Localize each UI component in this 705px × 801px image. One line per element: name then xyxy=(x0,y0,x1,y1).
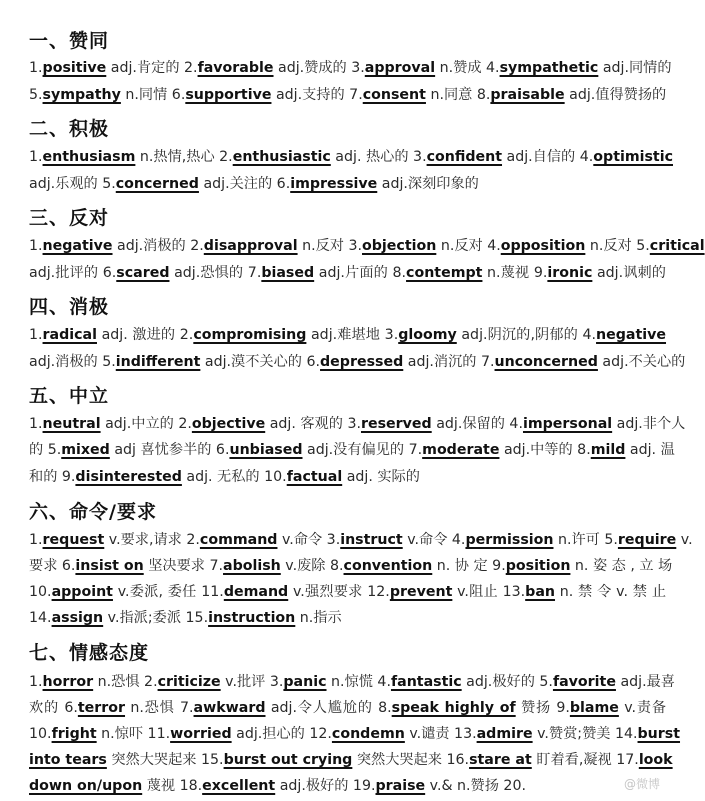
vocab-line xyxy=(29,236,705,256)
vocab-word: worried xyxy=(170,726,232,742)
definition-text: v.要求,请求 2. xyxy=(104,532,200,548)
definition-text: v.强烈要求 12. xyxy=(288,584,390,600)
vocab-line xyxy=(29,776,666,796)
definition-text: n.反对 4. xyxy=(436,238,501,254)
vocab-line xyxy=(29,58,672,78)
definition-text: 1. xyxy=(29,60,43,76)
definition-text: 1. xyxy=(29,532,43,548)
definition-text: n.同情 6. xyxy=(120,87,186,103)
vocab-word: excellent xyxy=(202,778,276,794)
vocab-word: sympathetic xyxy=(499,60,599,76)
definition-text: 的 5. xyxy=(29,442,62,458)
definition-text: 5. xyxy=(29,87,43,103)
definition-text: adj. 热心的 3. xyxy=(330,149,427,165)
vocab-word: insist on xyxy=(75,558,144,574)
definition-text: n.恐惧 2. xyxy=(93,674,158,690)
definition-text: v.命令 3. xyxy=(277,532,341,548)
definition-text: n. 协 定 9. xyxy=(432,558,506,574)
definition-text: adj.最喜 xyxy=(615,674,675,690)
vocab-line xyxy=(29,672,675,692)
section-heading: 四、消极 xyxy=(29,296,110,318)
vocab-word: favorable xyxy=(197,60,274,76)
vocab-word: impressive xyxy=(290,176,378,192)
vocab-word: burst xyxy=(637,726,681,742)
definition-text: adj.消极的 2. xyxy=(112,238,204,254)
vocab-word: praisable xyxy=(490,87,565,103)
definition-text: 要求 6. xyxy=(29,558,76,574)
vocab-word: contempt xyxy=(406,265,483,281)
definition-text: adj.消沉的 7. xyxy=(403,354,495,370)
section-heading: 一、赞同 xyxy=(29,30,110,52)
vocab-word: fantastic xyxy=(390,674,462,690)
vocab-word: factual xyxy=(286,469,343,485)
vocab-word: appoint xyxy=(51,584,113,600)
vocab-word: disinterested xyxy=(75,469,182,485)
definition-text: adj.肯定的 2. xyxy=(106,60,198,76)
definition-text: n.反对 3. xyxy=(297,238,363,254)
definition-text: 和的 9. xyxy=(29,469,76,485)
vocab-word: into tears xyxy=(29,752,107,768)
vocab-line xyxy=(29,582,666,602)
vocab-word: neutral xyxy=(42,416,101,432)
definition-text: v.赞赏;赞美 14. xyxy=(532,726,638,742)
vocab-line xyxy=(29,440,675,460)
vocab-word: terror xyxy=(77,700,126,716)
vocab-word: indifferent xyxy=(115,354,201,370)
definition-text: 坚决要求 7. xyxy=(143,558,224,574)
definition-text: 1. xyxy=(29,149,43,165)
definition-text: 突然大哭起来 15. xyxy=(106,752,224,768)
section-heading: 七、情感态度 xyxy=(29,642,150,664)
vocab-word: request xyxy=(42,532,105,548)
definition-text: adj.深刻印象的 xyxy=(377,176,479,192)
definition-text: v.指派;委派 15. xyxy=(103,610,209,626)
vocab-line xyxy=(29,608,666,628)
definition-text: adj. 实际的 xyxy=(342,469,420,485)
vocab-word: mild xyxy=(590,442,626,458)
vocab-word: enthusiasm xyxy=(42,149,136,165)
definition-text: n.指示 xyxy=(295,610,342,626)
vocab-line xyxy=(29,467,666,487)
vocab-word: approval xyxy=(364,60,436,76)
definition-text: adj.消极的 5. xyxy=(29,354,116,370)
vocab-word: horror xyxy=(42,674,94,690)
definition-text: adj. 温 xyxy=(625,442,675,458)
vocab-word: ironic xyxy=(547,265,593,281)
definition-text: v.批评 3. xyxy=(220,674,284,690)
definition-text: 10. xyxy=(29,584,52,600)
section-heading: 六、命令/要求 xyxy=(29,501,157,523)
vocab-word: convention xyxy=(343,558,433,574)
definition-text: adj.片面的 8. xyxy=(314,265,407,281)
definition-text: 14. xyxy=(29,610,52,626)
vocab-word: radical xyxy=(42,327,97,343)
vocab-word: condemn xyxy=(331,726,405,742)
vocab-word: stare at xyxy=(469,752,532,768)
definition-text: adj.恐惧的 7. xyxy=(169,265,262,281)
vocab-word: consent xyxy=(362,87,426,103)
vocab-word: speak highly of xyxy=(391,700,516,716)
definition-text: n.热情,热心 2. xyxy=(135,149,233,165)
vocab-line xyxy=(29,263,666,283)
vocab-line xyxy=(29,530,693,550)
definition-text: v.阻止 13. xyxy=(452,584,526,600)
definition-text: adj.同情的 xyxy=(598,60,672,76)
vocab-word: compromising xyxy=(193,327,307,343)
vocab-word: position xyxy=(505,558,571,574)
definition-text: adj.关注的 6. xyxy=(198,176,291,192)
definition-text: v.& n.赞扬 20. xyxy=(425,778,526,794)
definition-text: adj.阴沉的,阴郁的 4. xyxy=(456,327,597,343)
definition-text: n.蔑视 9. xyxy=(482,265,548,281)
definition-text: adj.讽刺的 xyxy=(592,265,666,281)
vocab-line xyxy=(29,147,673,167)
vocab-line xyxy=(29,750,673,770)
definition-text: adj.中等的 8. xyxy=(499,442,591,458)
vocab-word: criticize xyxy=(157,674,221,690)
vocab-word: impersonal xyxy=(522,416,613,432)
vocab-word: look xyxy=(638,752,673,768)
vocab-word: praise xyxy=(375,778,426,794)
definition-text: v.废除 8. xyxy=(280,558,344,574)
vocab-word: gloomy xyxy=(398,327,457,343)
definition-text: 欢的 6. xyxy=(29,700,78,716)
vocab-line xyxy=(29,85,666,105)
definition-text: adj.非个人 xyxy=(612,416,686,432)
vocab-word: positive xyxy=(42,60,107,76)
vocab-word: negative xyxy=(42,238,113,254)
vocab-word: opposition xyxy=(500,238,586,254)
vocab-word: prevent xyxy=(389,584,453,600)
vocab-word: abolish xyxy=(223,558,281,574)
vocab-word: burst out crying xyxy=(223,752,353,768)
vocab-word: down on/upon xyxy=(29,778,143,794)
definition-text: 突然大哭起来 16. xyxy=(352,752,470,768)
vocab-word: confident xyxy=(426,149,503,165)
section-heading: 三、反对 xyxy=(29,207,110,229)
definition-text: v.委派, 委任 11. xyxy=(112,584,224,600)
section-heading: 五、中立 xyxy=(29,385,110,407)
vocab-word: depressed xyxy=(320,354,404,370)
vocab-word: biased xyxy=(261,265,315,281)
vocab-word: awkward xyxy=(193,700,266,716)
section-heading: 二、积极 xyxy=(29,118,110,140)
definition-text: adj.漠不关心的 6. xyxy=(200,354,321,370)
vocab-word: instruction xyxy=(208,610,296,626)
vocab-word: objective xyxy=(191,416,266,432)
definition-text: adj.不关心的 xyxy=(597,354,686,370)
vocab-word: require xyxy=(617,532,677,548)
vocab-word: demand xyxy=(223,584,289,600)
vocab-line xyxy=(29,698,666,718)
definition-text: v.责备 xyxy=(618,700,667,716)
vocab-word: moderate xyxy=(422,442,500,458)
vocab-word: scared xyxy=(116,265,170,281)
definition-text: adj. 无私的 10. xyxy=(181,469,287,485)
vocab-line xyxy=(29,352,686,372)
vocab-word: sympathy xyxy=(42,87,121,103)
definition-text: 1. xyxy=(29,416,43,432)
vocab-line xyxy=(29,724,681,744)
definition-text: adj.极好的 19. xyxy=(275,778,376,794)
vocab-word: disapproval xyxy=(203,238,298,254)
definition-text: 1. xyxy=(29,327,43,343)
vocab-word: supportive xyxy=(185,87,272,103)
vocab-word: critical xyxy=(649,238,705,254)
definition-text: 1. xyxy=(29,674,43,690)
definition-text: n.许可 5. xyxy=(553,532,618,548)
definition-text: adj. 激进的 2. xyxy=(96,327,194,343)
definition-text: adj.自信的 4. xyxy=(502,149,594,165)
definition-text: adj.难堪地 3. xyxy=(306,327,399,343)
vocab-word: unconcerned xyxy=(494,354,598,370)
vocab-word: objection xyxy=(362,238,437,254)
definition-text: adj.保留的 4. xyxy=(431,416,523,432)
definition-text: n.反对 5. xyxy=(585,238,650,254)
vocab-word: assign xyxy=(51,610,104,626)
vocab-line xyxy=(29,414,686,434)
vocab-word: unbiased xyxy=(229,442,303,458)
definition-text: adj.没有偏见的 7. xyxy=(302,442,423,458)
definition-text: v.谴责 13. xyxy=(404,726,477,742)
vocab-word: concerned xyxy=(115,176,199,192)
definition-text: 1. xyxy=(29,238,43,254)
vocab-word: mixed xyxy=(61,442,110,458)
definition-text: n. 禁 令 v. 禁 止 xyxy=(555,584,667,600)
definition-text: n.惊慌 4. xyxy=(326,674,391,690)
definition-text: adj 喜忧参半的 6. xyxy=(109,442,230,458)
definition-text: adj. 客观的 3. xyxy=(265,416,361,432)
vocab-word: ban xyxy=(525,584,556,600)
definition-text: n.恐惧 7. xyxy=(125,700,194,716)
definition-text: adj.批评的 6. xyxy=(29,265,117,281)
watermark: @微博 xyxy=(623,777,660,791)
vocab-line xyxy=(29,325,666,345)
vocab-word: optimistic xyxy=(593,149,673,165)
definition-text: n. 姿 态 , 立 场 xyxy=(570,558,673,574)
definition-text: adj.担心的 12. xyxy=(231,726,332,742)
definition-text: 10. xyxy=(29,726,52,742)
vocab-word: permission xyxy=(465,532,554,548)
definition-text: n.同意 8. xyxy=(425,87,491,103)
definition-text: v.命令 4. xyxy=(402,532,466,548)
definition-text: 蔑视 18. xyxy=(142,778,203,794)
vocab-word: enthusiastic xyxy=(232,149,331,165)
vocab-word: blame xyxy=(569,700,619,716)
vocab-word: reserved xyxy=(360,416,432,432)
definition-text: 赞扬 9. xyxy=(515,700,570,716)
vocab-word: admire xyxy=(476,726,533,742)
definition-text: n.惊吓 11. xyxy=(96,726,171,742)
vocab-word: panic xyxy=(283,674,327,690)
definition-text: adj.中立的 2. xyxy=(100,416,192,432)
vocab-line xyxy=(29,174,666,194)
vocab-word: favorite xyxy=(552,674,616,690)
definition-text: adj.极好的 5. xyxy=(461,674,553,690)
vocab-word: command xyxy=(199,532,278,548)
vocab-line xyxy=(29,556,673,576)
definition-text: adj.乐观的 5. xyxy=(29,176,116,192)
definition-text: adj.令人尴尬的 8. xyxy=(265,700,392,716)
vocab-word: instruct xyxy=(340,532,403,548)
definition-text: 盯着看,凝视 17. xyxy=(531,752,639,768)
definition-text: adj.赞成的 3. xyxy=(273,60,365,76)
vocab-word: negative xyxy=(596,327,667,343)
definition-text: n.赞成 4. xyxy=(435,60,500,76)
definition-text: adj.值得赞扬的 xyxy=(564,87,667,103)
vocab-word: fright xyxy=(51,726,97,742)
definition-text: adj.支持的 7. xyxy=(271,87,363,103)
definition-text: v. xyxy=(676,532,693,548)
